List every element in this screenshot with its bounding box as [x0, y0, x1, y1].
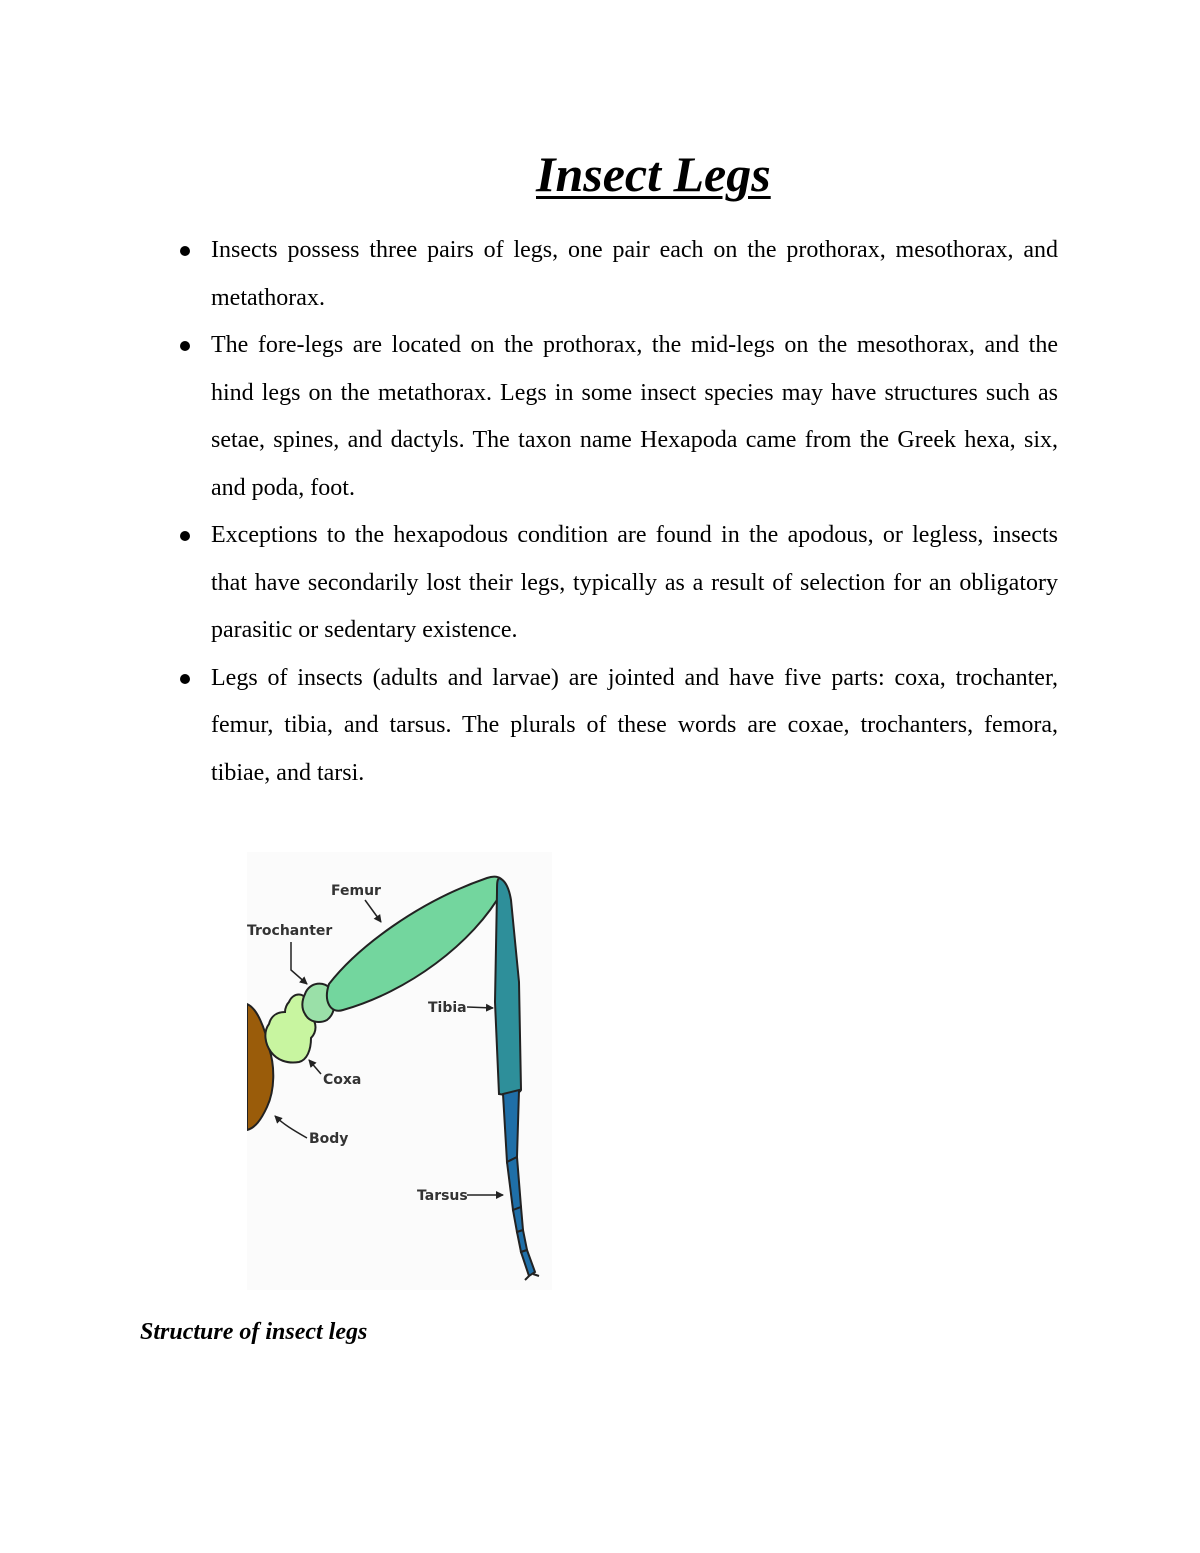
body-arrow: [275, 1116, 307, 1138]
tibia-label: Tibia: [428, 1000, 467, 1016]
tarsus-segment-1: [503, 1090, 519, 1162]
bullet-item: [176, 322, 1058, 512]
bullet-dot-icon: [180, 246, 190, 256]
coxa-arrow: [309, 1060, 321, 1074]
tarsus-segment-2: [507, 1157, 521, 1210]
bullet-item: [176, 227, 1058, 322]
trochanter-arrow: [291, 942, 307, 984]
bullet-text: The fore-legs are located on the prothorax, the mid-legs on the mesothorax, and the hind legs on the metathorax. Legs in some insect species may have structures such as setae, spines, and dactyls. The taxon name Hexapoda came from the Greek hexa, six, and poda, foot.: [211, 332, 1058, 501]
femur-label: Femur: [331, 883, 381, 899]
bullet-item: [176, 512, 1058, 655]
page-title: Insect Legs: [536, 146, 771, 202]
insect-leg-diagram: [247, 852, 552, 1290]
trochanter-label: Trochanter: [247, 923, 333, 939]
tarsus-segment-4: [517, 1230, 527, 1252]
bullet-list: [176, 227, 1058, 797]
tarsus-segment-5: [521, 1250, 535, 1276]
insect-leg-svg: [247, 852, 552, 1290]
bullet-dot-icon: [180, 341, 190, 351]
bullet-text: Exceptions to the hexapodous condition are found in the apodous, or legless, insects that have secondarily lost their legs, typically as a result of selection for an obligatory parasitic or sedentary existence.: [211, 522, 1058, 643]
bullet-item: [176, 655, 1058, 798]
coxa-label: Coxa: [323, 1072, 362, 1088]
figure-caption: Structure of insect legs: [140, 1319, 368, 1345]
bullet-text: Legs of insects (adults and larvae) are jointed and have five parts: coxa, trochanter, femur, tibia, and tarsus. The plurals of these words are coxae, trochanters, femora, tibiae, and tarsi.: [211, 664, 1058, 786]
bullet-text: Insects possess three pairs of legs, one pair each on the prothorax, mesothorax, and metathorax.: [211, 237, 1058, 311]
tibia-shape: [495, 878, 521, 1095]
tarsus-label: Tarsus: [417, 1188, 468, 1204]
femur-arrow: [365, 900, 381, 922]
body-label: Body: [309, 1131, 349, 1147]
bullet-dot-icon: [180, 531, 190, 541]
tibia-arrow: [467, 1007, 493, 1008]
tarsus-segment-3: [513, 1207, 523, 1232]
bullet-dot-icon: [180, 674, 190, 684]
